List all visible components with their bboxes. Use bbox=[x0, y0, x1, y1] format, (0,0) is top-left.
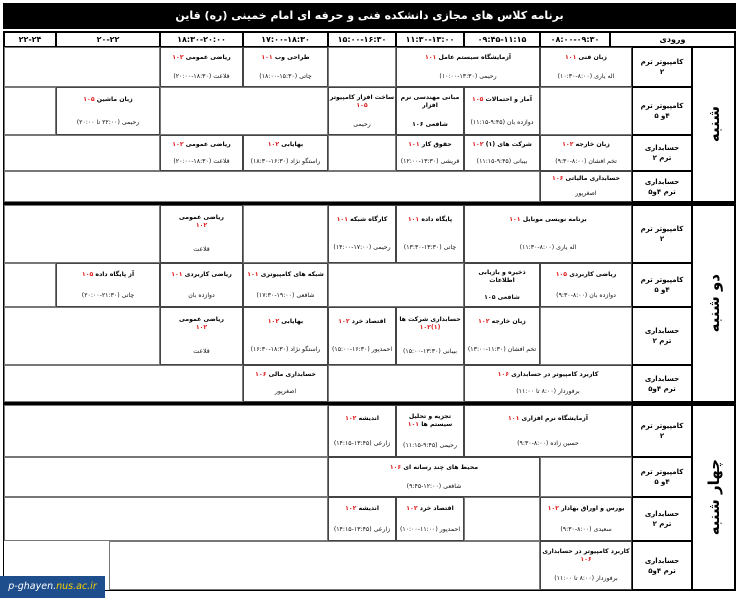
class-cell: ذخیره و بازیابی اطلاعات شافعی ۱۰۵ bbox=[464, 263, 540, 307]
header-slot-2: ۰۹:۴۵-۱۱:۱۵ bbox=[464, 32, 540, 47]
empty-cell bbox=[4, 405, 328, 457]
header-slot-4: ۱۵:۰۰-۱۶:۳۰ bbox=[328, 32, 396, 47]
class-cell: محیط های چند رسانه ای ۱۰۶ شافعی (۱۲:۰۰-۹:۴۵) bbox=[328, 457, 540, 497]
empty-cell bbox=[540, 307, 632, 365]
empty-cell bbox=[4, 365, 243, 402]
class-cell: ریاضی عمومی ۱۰۲ قلاعت (۱۸:۳۰-۲۰:۰۰) bbox=[160, 47, 243, 87]
class-cell: زبان خارجه ۱۰۲ تخم افشان (۸:۰۰-۹:۳۰) bbox=[540, 135, 632, 171]
class-cell: حقوق کار ۱۰۱ قریشی (۱۳:۳۰-۱۲:۰۰) bbox=[396, 135, 464, 171]
class-cell: ریاضی کاربردی ۱۰۵ دوازده بان (۸:۰۰-۹:۳۰) bbox=[540, 263, 632, 307]
class-cell: آزمایشگاه نرم افزاری ۱۰۱ حسین زاده (۸:۰۰-۹:۳۰) bbox=[464, 405, 632, 457]
header-slot-3: ۱۱:۳۰-۱۳:۰۰ bbox=[396, 32, 464, 47]
class-cell: بهایابی ۱۰۲ راستگو نژاد (۱۸:۳۰-۱۶:۳۰) bbox=[243, 307, 328, 365]
empty-cell bbox=[328, 365, 464, 402]
class-cell: آز پایگاه داده ۱۰۵ چاتی (۲۱:۳۰-۲۰:۰۰) bbox=[56, 263, 160, 307]
header-slot-5: ۱۷:۰۰-۱۸:۳۰ bbox=[243, 32, 328, 47]
group-computer-45: کامپیوتر ترم ۴و ۵ bbox=[632, 87, 692, 135]
empty-cell bbox=[4, 263, 56, 307]
class-cell: حسابداری مالیاتی ۱۰۶ اصغرپور bbox=[540, 171, 632, 202]
empty-cell bbox=[464, 497, 540, 541]
class-cell: زبان خارجه ۱۰۲ تخم افشان (۱۱:۳۰-۱۳:۰۰) bbox=[464, 307, 540, 365]
header-slot-8: ۲۲-۲۴ bbox=[4, 32, 56, 47]
empty-cell bbox=[4, 497, 328, 541]
class-cell: شبکه های کامپیوتری ۱۰۱ شافعی (۱۹:۰۰-۱۷:۳۰) bbox=[243, 263, 328, 307]
class-cell: ریاضی عمومی ۱۰۲ قلاعت (۱۸:۳۰-۲۰:۰۰) bbox=[160, 135, 243, 171]
class-cell: برنامه نویسی موبایل ۱۰۱ اله یاری (۸:۰۰-۱۱:۳۰) bbox=[464, 205, 632, 263]
page-title: برنامه کلاس های مجازی دانشکده فنی و حرفه ای امام خمینی (ره) قاین bbox=[3, 3, 736, 29]
group-accounting-45: حسابداری ترم ۴و۵ bbox=[632, 541, 692, 590]
group-computer-2: کامپیوتر ترم ۲ bbox=[632, 205, 692, 263]
class-cell: ریاضی عمومی ۱۰۲ قلاعت bbox=[160, 205, 243, 263]
empty-cell bbox=[4, 205, 160, 263]
class-cell: طراحی وب ۱۰۱ چاتی (۱۵:۳۰-۱۸:۰۰) bbox=[243, 47, 328, 87]
group-accounting-45: حسابداری ترم ۴و۵ bbox=[632, 171, 692, 202]
class-cell: ریاضی عمومی ۱۰۲ قلاعت bbox=[160, 307, 243, 365]
class-cell: بورس و اوراق بهادار ۱۰۲ سعیدی (۸:۰۰-۹:۳۰) bbox=[540, 497, 632, 541]
empty-cell bbox=[328, 47, 396, 87]
schedule-table bbox=[3, 31, 736, 591]
header-entry: ورودی bbox=[610, 32, 735, 47]
class-cell: بهایابی ۱۰۲ راستگو نژاد (۱۶:۳۰-۱۸:۳۰) bbox=[243, 135, 328, 171]
empty-cell bbox=[4, 135, 160, 171]
group-computer-45: کامپیوتر ترم ۴و ۵ bbox=[632, 457, 692, 497]
empty-cell bbox=[4, 47, 160, 87]
class-cell: ریاضی کاربردی ۱۰۱ دوازده بان bbox=[160, 263, 243, 307]
class-cell: آمار و احتمالات ۱۰۵ دوازده بان (۹:۴۵-۱۱:۱۵) bbox=[464, 87, 540, 135]
empty-cell bbox=[328, 263, 464, 307]
class-cell: تجزیه و تحلیل سیستم ها ۱۰۱ رحیمی (۹:۴۵-۱۱:۱۵) bbox=[396, 405, 464, 457]
empty-cell bbox=[109, 541, 540, 590]
header-slot-1: ۰۸:۰۰-۰۹:۳۰ bbox=[540, 32, 610, 47]
empty-cell bbox=[4, 457, 328, 497]
empty-cell bbox=[540, 457, 632, 497]
class-cell: کاربرد کامپیوتر در حسابداری ۱۰۶ برفوردار (۸:۰۰ تا ۱۱:۰۰) bbox=[540, 541, 632, 590]
header-slot-7: ۲۰-۲۲ bbox=[56, 32, 160, 47]
class-cell: حسابداری شرکت ها (۱)۱۰۲ بیبانی (۱۳:۳۰-۱۵:۰۰) bbox=[396, 307, 464, 365]
empty-cell bbox=[160, 87, 328, 135]
class-cell: کارگاه شبکه ۱۰۱ رحیمی (۱۷:۰۰-۱۴:۰۰) bbox=[328, 205, 396, 263]
empty-cell bbox=[243, 205, 328, 263]
empty-cell bbox=[540, 87, 632, 135]
class-cell: شرکت های (۱) ۱۰۲ بیبانی (۹:۴۵-۱۱:۱۵) bbox=[464, 135, 540, 171]
class-cell: اقتصاد خرد ۱۰۲ احمدپور (۱۱:۰۰-۱۰:۰۰) bbox=[396, 497, 464, 541]
empty-cell bbox=[4, 171, 540, 202]
group-computer-2: کامپیوتر ترم ۲ bbox=[632, 405, 692, 457]
class-cell: کاربرد کامپیوتر در حسابداری ۱۰۶ برفوردار (۸:۰۰ تا ۱۱:۰۰) bbox=[464, 365, 632, 402]
group-accounting-45: حسابداری ترم ۴و۵ bbox=[632, 365, 692, 402]
class-cell: اندیشه ۱۰۲ زارعی (۱۳:۴۵-۱۴:۱۵) bbox=[328, 497, 396, 541]
class-cell: ساخت افزار کامپیوتر ۱۰۵ رحیمی bbox=[328, 87, 396, 135]
group-accounting-2: حسابداری ترم ۲ bbox=[632, 497, 692, 541]
day-monday: دو شنبه bbox=[692, 205, 735, 402]
group-computer-45: کامپیوتر ترم ۴و ۵ bbox=[632, 263, 692, 307]
class-cell: اقتصاد خرد ۱۰۲ احمدپور (۱۶:۳۰-۱۵:۰۰) bbox=[328, 307, 396, 365]
class-cell: زبان ماشین ۱۰۵ رحیمی (۲۲:۰۰ تا ۲۰:۰۰) bbox=[56, 87, 160, 135]
class-cell: اندیشه ۱۰۲ زارعی (۱۳:۴۵-۱۴:۱۵) bbox=[328, 405, 396, 457]
empty-cell bbox=[4, 307, 160, 365]
class-cell: حسابداری مالی ۱۰۶ اصغرپور bbox=[243, 365, 328, 402]
header-slot-6: ۱۸:۳۰-۲۰:۰۰ bbox=[160, 32, 243, 47]
empty-cell bbox=[328, 135, 396, 171]
class-cell: زبان فنی ۱۰۱ اله یاری (۸:۰۰-۱۰:۳۰) bbox=[540, 47, 632, 87]
class-cell: مبانی مهندسی نرم افزار شافعی ۱۰۶ bbox=[396, 87, 464, 135]
day-saturday: شنبه bbox=[692, 47, 735, 202]
site-watermark[interactable]: p-ghayen.nus.ac.ir bbox=[0, 576, 105, 598]
class-cell: پایگاه داده ۱۰۱ چاتی (۱۳:۳۰-۱۳:۳۰) bbox=[396, 205, 464, 263]
group-computer-2: کامپیوتر ترم ۲ bbox=[632, 47, 692, 87]
group-accounting-2: حسابداری ترم ۲ bbox=[632, 135, 692, 171]
empty-cell bbox=[4, 87, 56, 135]
class-cell: آزمایشگاه سیستم عامل ۱۰۱ رحیمی (۱۳:۳۰-۱۰:۰۰) bbox=[396, 47, 540, 87]
day-wednesday: چهار شنبه bbox=[692, 405, 735, 590]
group-accounting-2: حسابداری ترم ۲ bbox=[632, 307, 692, 365]
